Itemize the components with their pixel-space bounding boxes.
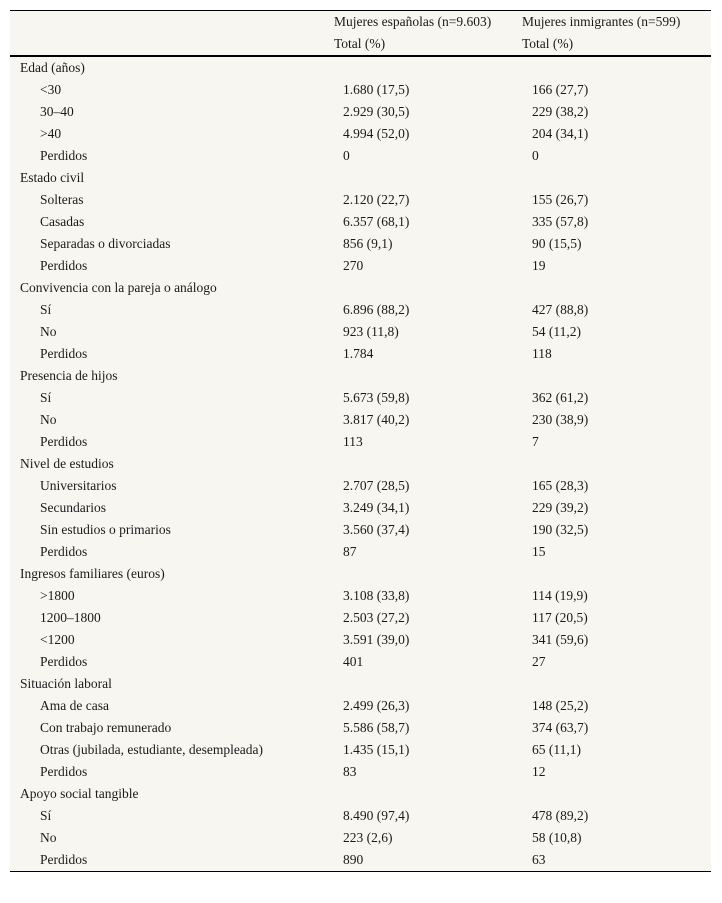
row-label: Perdidos bbox=[40, 346, 88, 361]
row-label: >1800 bbox=[40, 588, 75, 603]
spanish-value: 4.994 (52,0) bbox=[343, 126, 410, 141]
row-label: No bbox=[40, 830, 57, 845]
row-label: 1200–1800 bbox=[40, 610, 101, 625]
category-row bbox=[10, 277, 711, 299]
row-label: Perdidos bbox=[40, 434, 88, 449]
category-label: Edad (años) bbox=[20, 60, 85, 75]
row-label: Con trabajo remunerado bbox=[40, 720, 172, 735]
spanish-value: 2.707 (28,5) bbox=[343, 478, 410, 493]
table-row bbox=[10, 805, 711, 827]
category-label: Estado civil bbox=[20, 170, 85, 185]
immigrant-value: 12 bbox=[532, 764, 546, 779]
immigrant-value: 117 (20,5) bbox=[532, 610, 588, 625]
table-row bbox=[10, 79, 711, 101]
spanish-value: 83 bbox=[343, 764, 357, 779]
row-label: <30 bbox=[40, 82, 62, 97]
immigrant-value: 155 (26,7) bbox=[532, 192, 589, 207]
table-row bbox=[10, 849, 711, 871]
category-label: Presencia de hijos bbox=[20, 368, 118, 383]
immigrant-value: 54 (11,2) bbox=[532, 324, 581, 339]
spanish-value: 3.817 (40,2) bbox=[343, 412, 410, 427]
row-label: Ama de casa bbox=[40, 698, 109, 713]
immigrant-value: 341 (59,6) bbox=[532, 632, 589, 647]
spanish-value: 1.680 (17,5) bbox=[343, 82, 410, 97]
table-row bbox=[10, 475, 711, 497]
immigrant-value: 229 (39,2) bbox=[532, 500, 589, 515]
category-row bbox=[10, 563, 711, 585]
row-label: Perdidos bbox=[40, 654, 88, 669]
table-row bbox=[10, 343, 711, 365]
row-label: Perdidos bbox=[40, 852, 88, 867]
table-row bbox=[10, 761, 711, 783]
table-header bbox=[10, 11, 711, 57]
row-label: Sí bbox=[40, 808, 52, 823]
row-label: Separadas o divorciadas bbox=[40, 236, 171, 251]
immigrant-value: 335 (57,8) bbox=[532, 214, 589, 229]
row-label: Secundarios bbox=[40, 500, 106, 515]
immigrant-value: 90 (15,5) bbox=[532, 236, 582, 251]
spanish-value: 6.357 (68,1) bbox=[343, 214, 410, 229]
immigrant-value: 114 (19,9) bbox=[532, 588, 588, 603]
category-label: Convivencia con la pareja o análogo bbox=[20, 280, 217, 295]
immigrant-value: 165 (28,3) bbox=[532, 478, 589, 493]
spanish-value: 5.673 (59,8) bbox=[343, 390, 410, 405]
row-label: >40 bbox=[40, 126, 62, 141]
category-row bbox=[10, 167, 711, 189]
spanish-value: 113 bbox=[343, 434, 363, 449]
table-row bbox=[10, 145, 711, 167]
table-row bbox=[10, 387, 711, 409]
table-row bbox=[10, 189, 711, 211]
category-row bbox=[10, 365, 711, 387]
spanish-value: 890 bbox=[343, 852, 364, 867]
category-label: Nivel de estudios bbox=[20, 456, 114, 471]
spanish-value: 5.586 (58,7) bbox=[343, 720, 410, 735]
category-row bbox=[10, 673, 711, 695]
spanish-value: 2.503 (27,2) bbox=[343, 610, 410, 625]
spanish-value: 0 bbox=[343, 148, 350, 163]
immigrant-value: 19 bbox=[532, 258, 546, 273]
row-label: <1200 bbox=[40, 632, 75, 647]
table-row bbox=[10, 519, 711, 541]
immigrant-value: 118 bbox=[532, 346, 552, 361]
immigrant-value: 374 (63,7) bbox=[532, 720, 589, 735]
row-label: Casadas bbox=[40, 214, 85, 229]
category-label: Ingresos familiares (euros) bbox=[20, 566, 165, 581]
table-row bbox=[10, 739, 711, 761]
spanish-value: 2.120 (22,7) bbox=[343, 192, 410, 207]
category-row bbox=[10, 453, 711, 475]
immigrant-value: 58 (10,8) bbox=[532, 830, 582, 845]
category-label: Apoyo social tangible bbox=[20, 786, 139, 801]
category-label: Situación laboral bbox=[20, 676, 112, 691]
spanish-value: 3.249 (34,1) bbox=[343, 500, 410, 515]
spanish-value: 87 bbox=[343, 544, 357, 559]
table-row bbox=[10, 123, 711, 145]
row-label: Otras (jubilada, estudiante, desempleada) bbox=[40, 742, 264, 757]
spanish-value: 856 (9,1) bbox=[343, 236, 393, 251]
table-row bbox=[10, 409, 711, 431]
immigrant-value: 229 (38,2) bbox=[532, 104, 589, 119]
category-row bbox=[10, 783, 711, 805]
header-immigrant-women: Mujeres inmigrantes (n=599) bbox=[522, 14, 681, 29]
table-row bbox=[10, 629, 711, 651]
table-row bbox=[10, 211, 711, 233]
spanish-value: 1.435 (15,1) bbox=[343, 742, 410, 757]
table-row bbox=[10, 651, 711, 673]
immigrant-value: 0 bbox=[532, 148, 539, 163]
subheader-immigrant-total: Total (%) bbox=[522, 36, 574, 51]
table-row bbox=[10, 541, 711, 563]
immigrant-value: 230 (38,9) bbox=[532, 412, 589, 427]
immigrant-value: 427 (88,8) bbox=[532, 302, 589, 317]
spanish-value: 401 bbox=[343, 654, 364, 669]
spanish-value: 3.560 (37,4) bbox=[343, 522, 410, 537]
row-label: No bbox=[40, 412, 57, 427]
header-spanish-women: Mujeres españolas (n=9.603) bbox=[334, 14, 492, 29]
immigrant-value: 15 bbox=[532, 544, 546, 559]
spanish-value: 223 (2,6) bbox=[343, 830, 393, 845]
immigrant-value: 190 (32,5) bbox=[532, 522, 589, 537]
table-body bbox=[10, 57, 711, 871]
table-row bbox=[10, 255, 711, 277]
row-label: Perdidos bbox=[40, 544, 88, 559]
immigrant-value: 63 bbox=[532, 852, 546, 867]
immigrant-value: 7 bbox=[532, 434, 539, 449]
row-label: Sin estudios o primarios bbox=[40, 522, 171, 537]
spanish-value: 2.499 (26,3) bbox=[343, 698, 410, 713]
row-label: No bbox=[40, 324, 57, 339]
table-row bbox=[10, 497, 711, 519]
immigrant-value: 478 (89,2) bbox=[532, 808, 589, 823]
category-row bbox=[10, 57, 711, 79]
spanish-value: 923 (11,8) bbox=[343, 324, 399, 339]
spanish-value: 3.108 (33,8) bbox=[343, 588, 410, 603]
spanish-value: 1.784 bbox=[343, 346, 374, 361]
table-row bbox=[10, 827, 711, 849]
immigrant-value: 65 (11,1) bbox=[532, 742, 581, 757]
table-row bbox=[10, 695, 711, 717]
table-row bbox=[10, 101, 711, 123]
table-row bbox=[10, 585, 711, 607]
row-label: Perdidos bbox=[40, 148, 88, 163]
spanish-value: 270 bbox=[343, 258, 364, 273]
immigrant-value: 362 (61,2) bbox=[532, 390, 589, 405]
table-row bbox=[10, 717, 711, 739]
row-label: Universitarios bbox=[40, 478, 117, 493]
spanish-value: 8.490 (97,4) bbox=[343, 808, 410, 823]
immigrant-value: 148 (25,2) bbox=[532, 698, 589, 713]
row-label: Solteras bbox=[40, 192, 84, 207]
table-row bbox=[10, 607, 711, 629]
row-label: Sí bbox=[40, 390, 52, 405]
immigrant-value: 166 (27,7) bbox=[532, 82, 589, 97]
immigrant-value: 204 (34,1) bbox=[532, 126, 589, 141]
subheader-spanish-total: Total (%) bbox=[334, 36, 386, 51]
table-row bbox=[10, 233, 711, 255]
immigrant-value: 27 bbox=[532, 654, 546, 669]
spanish-value: 3.591 (39,0) bbox=[343, 632, 410, 647]
table-row bbox=[10, 299, 711, 321]
row-label: 30–40 bbox=[40, 104, 74, 119]
row-label: Perdidos bbox=[40, 258, 88, 273]
spanish-value: 2.929 (30,5) bbox=[343, 104, 410, 119]
table-row bbox=[10, 321, 711, 343]
data-table bbox=[10, 10, 711, 872]
row-label: Sí bbox=[40, 302, 52, 317]
row-label: Perdidos bbox=[40, 764, 88, 779]
spanish-value: 6.896 (88,2) bbox=[343, 302, 410, 317]
table-row bbox=[10, 431, 711, 453]
